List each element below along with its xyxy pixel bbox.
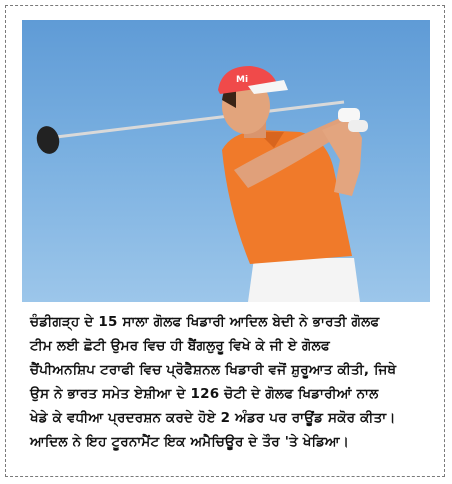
- svg-text:Mi: Mi: [236, 75, 249, 85]
- golf-glove: [338, 108, 360, 122]
- caption-line: ਚੰਡੀਗੜ੍ਹ ਦੇ 15 ਸਾਲਾ ਗੋਲਫ ਖਿਡਾਰੀ ਆਦਿਲ ਬੇਦੀ ਨੇ ਭਾਰਤੀ ਗੋਲਫ: [30, 314, 380, 330]
- caption-line: ਆਦਿਲ ਨੇ ਇਹ ਟੂਰਨਾਮੈਂਟ ਇਕ ਅਮੈਚਿਊਰ ਦੇ ਤੌਰ 'ਤੇ ਖੇਡਿਆ।: [30, 434, 350, 450]
- golfer-illustration: [22, 20, 430, 302]
- golf-club-head: [34, 124, 62, 157]
- golfer-trousers: [248, 258, 360, 302]
- caption-line: ਖੇਡੇ ਕੇ ਵਧੀਆ ਪ੍ਰਦਰਸ਼ਨ ਕਰਦੇ ਹੋਏ 2 ਅੰਡਰ ਪਰ ਰਾਊਂਡ ਸਕੋਰ ਕੀਤਾ।: [30, 410, 396, 426]
- caption-line: ਟੀਮ ਲਈ ਛੋਟੀ ਉਮਰ ਵਿਚ ਹੀ ਬੈਂਗਲੁਰੂ ਵਿਖੇ ਕੇ ਜੀ ਏ ਗੋਲਫ: [30, 338, 330, 354]
- golfer-photo: [22, 20, 430, 302]
- article-caption: [22, 304, 434, 472]
- caption-line: ਉਸ ਨੇ ਭਾਰਤ ਸਮੇਤ ਏਸ਼ੀਆ ਦੇ 126 ਚੋਟੀ ਦੇ ਗੋਲਫ ਖਿਡਾਰੀਆਂ ਨਾਲ: [30, 386, 379, 402]
- caption-line: ਚੈਂਪੀਅਨਸ਼ਿਪ ਟਰਾਫੀ ਵਿਚ ਪ੍ਰੋਫੈਸ਼ਨਲ ਖਿਡਾਰੀ ਵਜੋਂ ਸ਼ੁਰੂਆਤ ਕੀਤੀ, ਜਿਥੇ: [30, 362, 397, 378]
